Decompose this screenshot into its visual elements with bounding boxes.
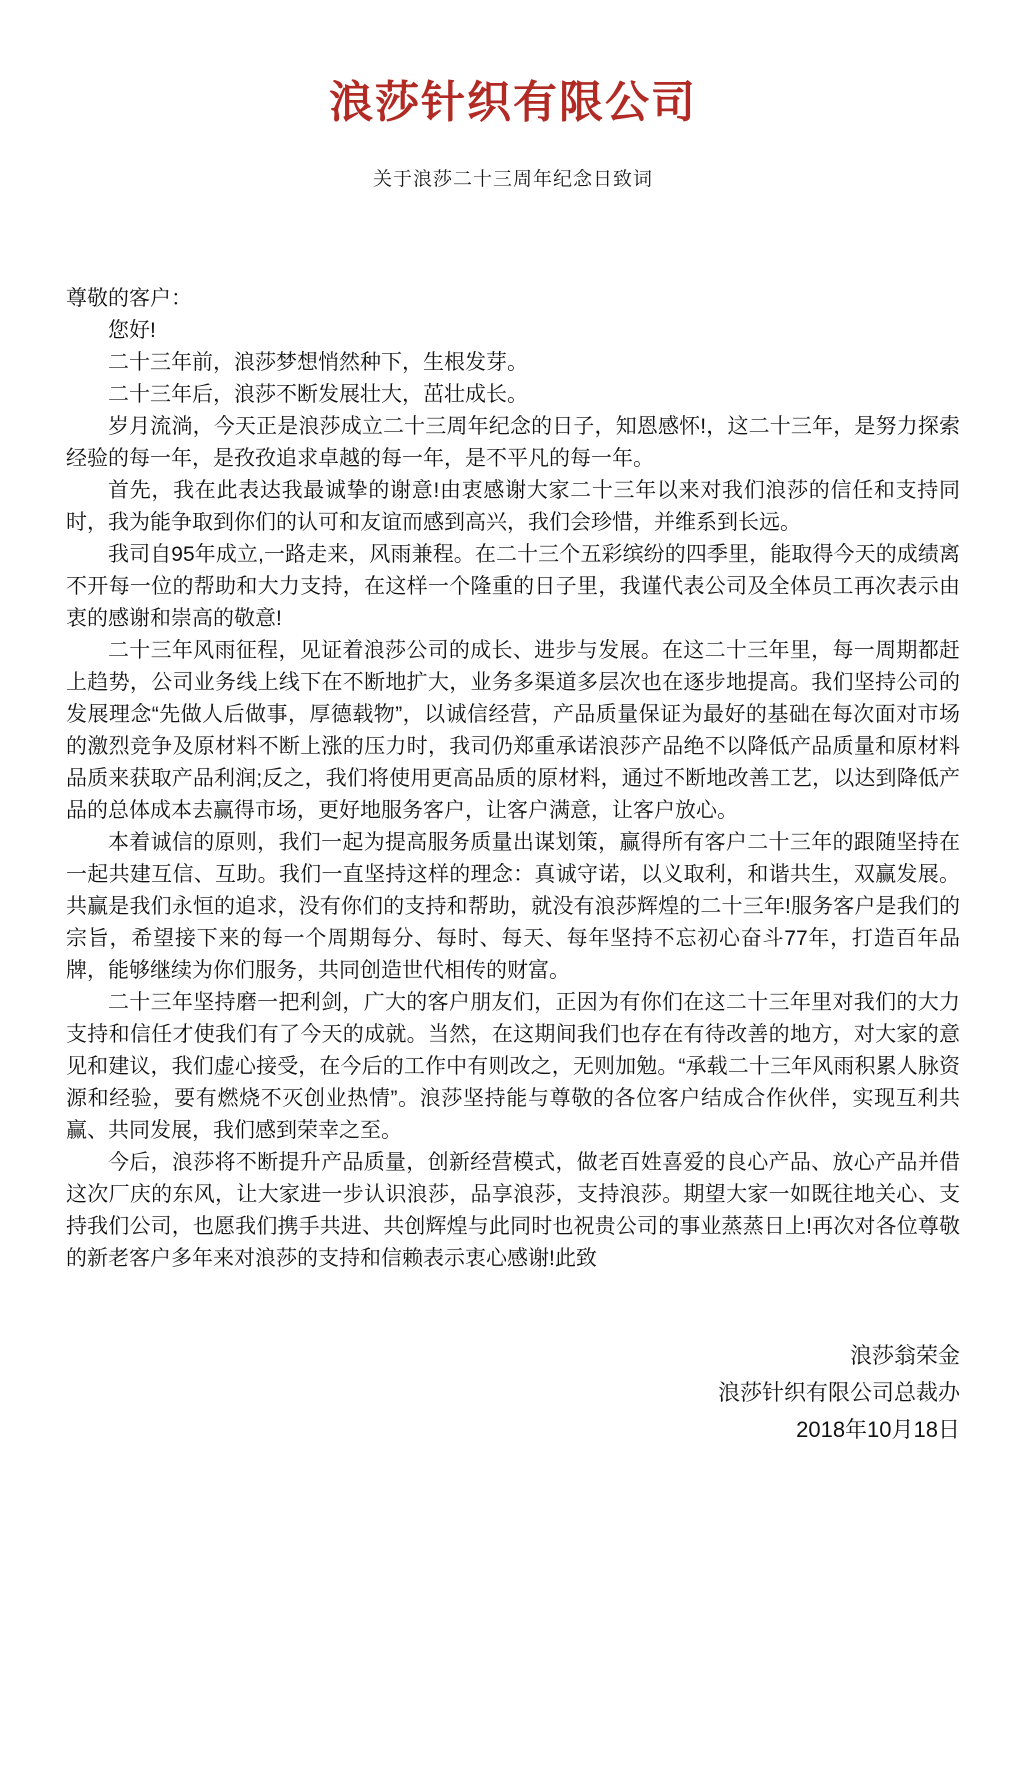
signature-department: 浪莎针织有限公司总裁办 [717,1380,960,1405]
paragraph: 首先，我在此表达我最诚挚的谢意!由衷感谢大家二十三年以来对我们浪莎的信任和支持同时，我为能争取到你们的认可和友谊而感到高兴，我们会珍惜，并维系到长远。 [66,479,960,534]
letter-body [66,283,960,1275]
paragraph: 二十三年后，浪莎不断发展壮大，茁壮成长。 [108,383,528,406]
paragraph: 二十三年前，浪莎梦想悄然种下，生根发芽。 [108,351,528,374]
signature-date: 2018年10月18日 [796,1417,960,1442]
paragraph: 本着诚信的原则，我们一起为提高服务质量出谋划策，赢得所有客户二十三年的跟随坚持在一起共建互信、互助。我们一直坚持这样的理念：真诚守诺，以义取利，和谐共生，双赢发展。共赢是我们永恒的追求，没有你们的支持和帮助，就没有浪莎辉煌的二十三年!服务客户是我们的宗旨，希望接下来的每一个周期每分、每时、每天、每年坚持不忘初心奋斗77年，打造百年品牌，能够继续为你们服务，共同创造世代相传的财富。 [66,831,960,982]
paragraph: 岁月流淌，今天正是浪莎成立二十三周年纪念的日子，知恩感怀!，这二十三年，是努力探索经验的每一年，是孜孜追求卓越的每一年，是不平凡的每一年。 [66,415,960,470]
paragraph: 二十三年坚持磨一把利剑，广大的客户朋友们，正因为有你们在这二十三年里对我们的大力支持和信任才使我们有了今天的成就。当然，在这期间我们也存在有待改善的地方，对大家的意见和建议，我们虚心接受，在今后的工作中有则改之，无则加勉。“承载二十三年风雨积累人脉资源和经验，要有燃烧不灭创业热情”。浪莎坚持能与尊敬的各位客户结成合作伙伴，实现互利共赢、共同发展，我们感到荣幸之至。 [66,991,960,1142]
salutation: 尊敬的客户： [66,287,192,310]
paragraph: 今后，浪莎将不断提升产品质量，创新经营模式，做老百姓喜爱的良心产品、放心产品并借这次厂庆的东风，让大家进一步认识浪莎，品享浪莎，支持浪莎。期望大家一如既往地关心、支持我们公司，也愿我们携手共进、共创辉煌与此同时也祝贵公司的事业蒸蒸日上!再次对各位尊敬的新老客户多年来对浪莎的支持和信赖表示衷心感谢!此致 [66,1151,960,1270]
signature-name: 浪莎翁荣金 [849,1343,960,1368]
page-title: 浪莎针织有限公司 [329,78,697,127]
paragraph-greeting: 您好! [108,319,156,342]
paragraph: 二十三年风雨征程，见证着浪莎公司的成长、进步与发展。在这二十三年里，每一周期都赶上趋势，公司业务线上线下在不断地扩大，业务多渠道多层次也在逐步地提高。我们坚持公司的发展理念“先做人后做事，厚德载物”，以诚信经营，产品质量保证为最好的基础在每次面对市场的激烈竞争及原材料不断上涨的压力时，我司仍郑重承诺浪莎产品绝不以降低产品质量和原材料品质来获取产品利润;反之，我们将使用更高品质的原材料，通过不断地改善工艺，以达到降低产品的总体成本去赢得市场，更好地服务客户，让客户满意，让客户放心。 [66,639,960,822]
paragraph: 我司自95年成立,一路走来，风雨兼程。在二十三个五彩缤纷的四季里，能取得今天的成绩离不开每一位的帮助和大力支持，在这样一个隆重的日子里，我谨代表公司及全体员工再次表示由衷的感谢和崇高的敬意! [66,543,960,630]
signature-block [66,1337,960,1448]
page-subtitle: 关于浪莎二十三周年纪念日致词 [372,169,653,190]
